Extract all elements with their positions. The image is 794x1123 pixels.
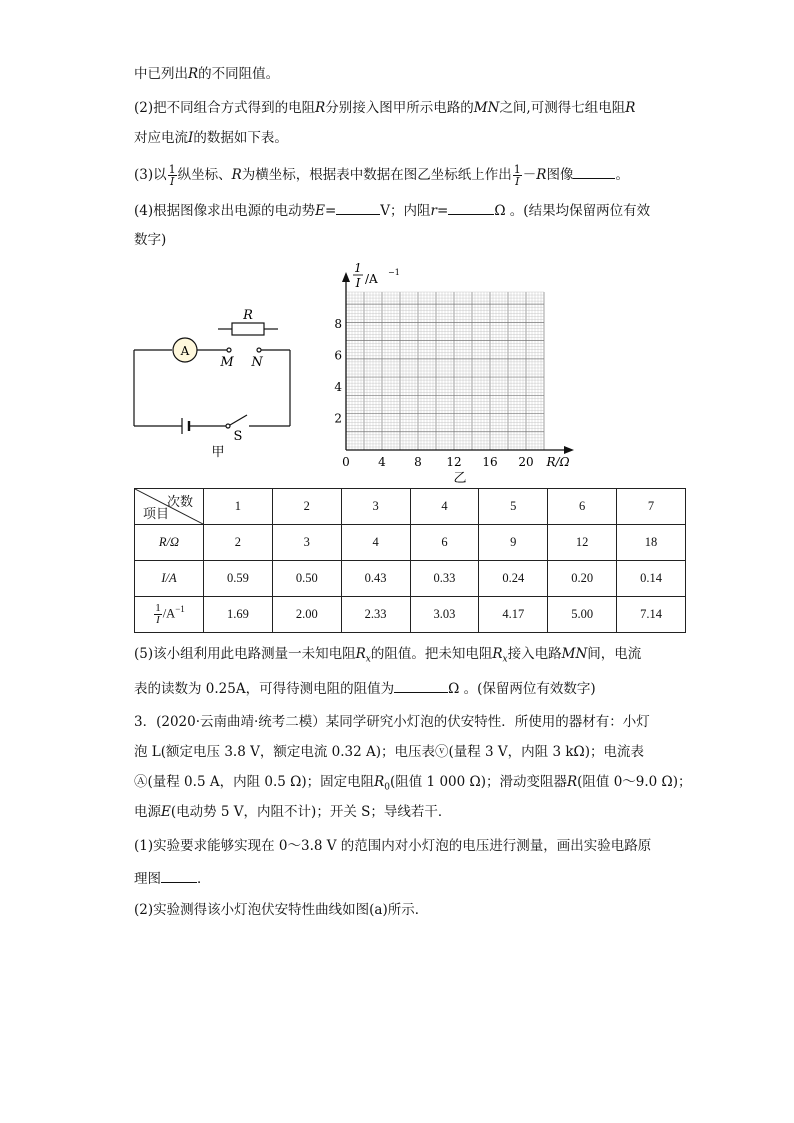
x-tick-label: 16	[482, 455, 498, 469]
graph-grid-paper	[310, 256, 590, 486]
text-line: 对应电流I的数据如下表。	[134, 130, 288, 146]
label-R: R	[243, 308, 253, 323]
table-cell: 9	[479, 525, 548, 561]
x-tick-label: 12	[446, 455, 462, 469]
y-tick-label: 6	[334, 348, 342, 363]
switch-pivot	[226, 424, 230, 428]
table-cell: 0.14	[617, 561, 686, 597]
fraction-1-over-I: $\frac{1}{I}$	[513, 163, 521, 188]
trial-number: 6	[548, 489, 617, 525]
table-cell: 0.50	[272, 561, 341, 597]
table-cell: 18	[617, 525, 686, 561]
text-line: Ⓐ(量程 0.5 A，内阻 0.5 Ω)；固定电阻$R_0$(阻值 1 000 Ω)；滑动变阻器R(阻值 0～9.0 Ω)；	[134, 774, 692, 793]
y-label-den: I	[355, 276, 361, 290]
answer-blank[interactable]	[336, 200, 380, 215]
table-cell: 5.00	[548, 597, 617, 633]
resistor-R	[232, 323, 264, 335]
trial-number: 5	[479, 489, 548, 525]
text-line: 中已列出R的不同阻值。	[134, 66, 280, 82]
x-axis-arrow	[564, 446, 574, 454]
table-cell: 2	[204, 525, 273, 561]
table-row	[135, 561, 686, 597]
x-axis-label: R/Ω	[546, 455, 570, 469]
data-table	[134, 488, 686, 633]
table-cell: 1.69	[204, 597, 273, 633]
y-label-unit: /A	[365, 272, 378, 286]
text-line: 3．(2020·云南曲靖·统考二模）某同学研究小灯泡的伏安特性．所使用的器材有：小灯	[134, 714, 650, 730]
table-row	[135, 525, 686, 561]
text-line: 电源E(电动势 5 V，内阻不计)；开关 S；导线若干．	[134, 804, 452, 820]
table-cell: 2.00	[272, 597, 341, 633]
terminal-N	[257, 348, 261, 352]
table-cell: 3.03	[410, 597, 479, 633]
row-label-I: I/A	[135, 561, 204, 597]
table-cell: 3	[272, 525, 341, 561]
table-cell: 7.14	[617, 597, 686, 633]
text-line: (1)实验要求能够实现在 0～3.8 V 的范围内对小灯泡的电压进行测量，画出实验电路原	[134, 838, 652, 854]
y-label-num: 1	[354, 261, 362, 275]
table-cell: 0.20	[548, 561, 617, 597]
text-line: 理图 ．	[134, 868, 211, 889]
x-tick-label: 8	[414, 455, 422, 469]
row-label-inverse-I: $\frac{1}{I}$ $/A^{-1}$	[135, 597, 204, 633]
answer-blank[interactable]	[573, 164, 615, 179]
switch-blade	[230, 415, 247, 425]
label-M: M	[220, 355, 234, 370]
fraction-1-over-I: $\frac{1}{I}$	[168, 163, 176, 188]
text-line: (2)实验测得该小灯泡伏安特性曲线如图(a)所示．	[134, 902, 429, 918]
trial-number: 2	[272, 489, 341, 525]
corner-header: 次数 项目	[135, 489, 204, 525]
table-cell: 6	[410, 525, 479, 561]
text-line: (4)根据图像求出电源的电动势E= V；内阻r= Ω 。(结果均保留两位有效	[134, 200, 650, 221]
table-cell: 12	[548, 525, 617, 561]
table-cell: 0.33	[410, 561, 479, 597]
terminal-M	[227, 348, 231, 352]
x-tick-label: 20	[518, 455, 534, 469]
x-tick-label: 4	[378, 455, 386, 469]
table-cell: 4.17	[479, 597, 548, 633]
table-cell: 4	[341, 525, 410, 561]
table-cell: 0.24	[479, 561, 548, 597]
row-label-R: R/Ω	[135, 525, 204, 561]
y-label-sup: −1	[388, 268, 400, 277]
trial-number: 3	[341, 489, 410, 525]
y-tick-label: 2	[334, 411, 342, 426]
y-axis-arrow	[342, 272, 350, 282]
table-row	[135, 489, 686, 525]
circuit-diagram	[130, 302, 300, 464]
table-row	[135, 597, 686, 633]
answer-blank[interactable]	[161, 868, 197, 883]
trial-number: 7	[617, 489, 686, 525]
table-cell: 0.59	[204, 561, 273, 597]
caption-jia: 甲	[211, 445, 225, 460]
x-tick-label: 0	[342, 455, 350, 469]
text-line: 数字)	[134, 232, 167, 248]
answer-blank[interactable]	[394, 678, 448, 693]
text-line: 泡 L(额定电压 3.8 V，额定电流 0.32 A)；电压表ⓥ(量程 3 V，内阻 3 kΩ)；电流表	[134, 744, 644, 760]
table-cell: 0.43	[341, 561, 410, 597]
text-line: (2)把不同组合方式得到的电阻R分别接入图甲所示电路的MN之间,可测得七组电阻R	[134, 100, 636, 116]
label-S: S	[233, 429, 243, 444]
text-line: (5)该小组利用此电路测量一未知电阻$R_x$的阻值。把未知电阻$R_x$接入电路MN间，电流	[134, 646, 642, 665]
table-cell: 2.33	[341, 597, 410, 633]
y-tick-label: 4	[334, 380, 342, 394]
answer-blank[interactable]	[448, 200, 494, 215]
caption-yi: 乙	[453, 471, 467, 486]
label-A: A	[180, 344, 190, 358]
y-tick-label: 8	[334, 317, 342, 331]
text-line: 表的读数为 0.25A，可得待测电阻的阻值为 Ω 。(保留两位有效数字)	[134, 678, 596, 699]
text-line: (3)以 $\frac{1}{I}$ 纵坐标、R为横坐标，根据表中数据在图乙坐标纸上作出 $\frac{1}{I}$ －R图像 。	[134, 163, 629, 188]
trial-number: 4	[410, 489, 479, 525]
trial-number: 1	[204, 489, 273, 525]
label-N: N	[251, 355, 263, 370]
